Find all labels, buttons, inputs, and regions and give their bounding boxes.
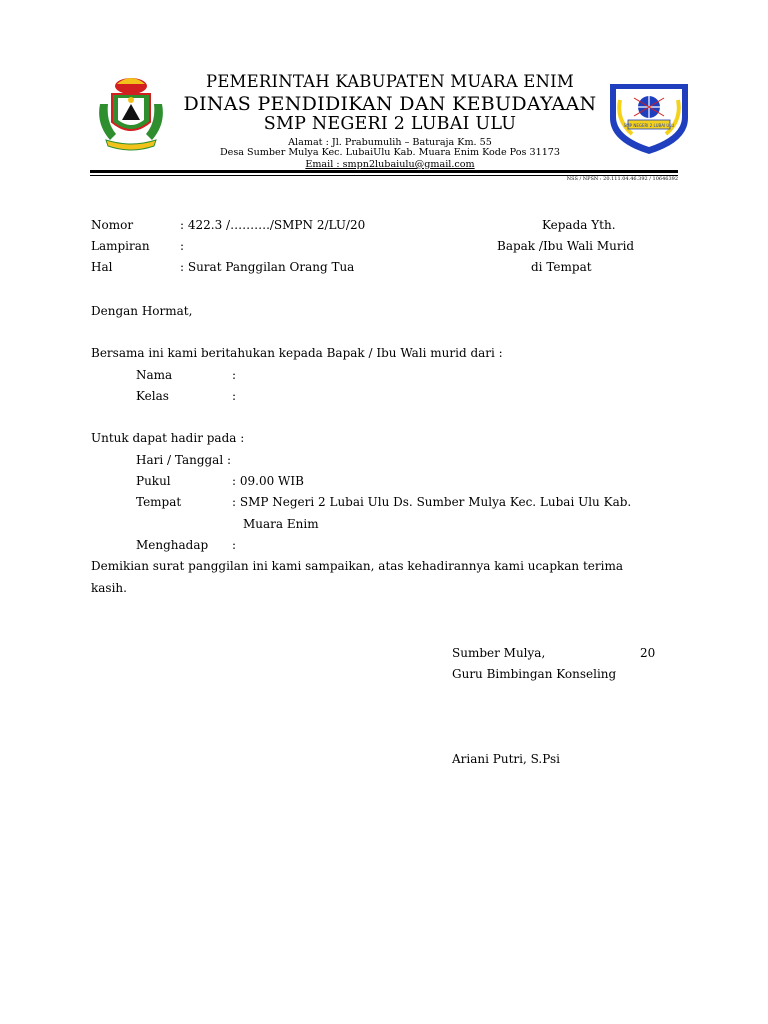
- di-tempat: di Tempat: [531, 260, 592, 274]
- nss-npsn: NSS / NPSN : 20.111.04.46.392 / 10646392: [566, 176, 678, 182]
- pukul-value: : 09.00 WIB: [232, 474, 304, 488]
- menghadap-label: Menghadap: [136, 538, 209, 552]
- nomor-label: Nomor: [91, 218, 134, 232]
- lampiran-label: Lampiran: [91, 239, 150, 253]
- shield-banner-text: SMP NEGERI 2 LUBAI ULU: [623, 123, 675, 128]
- email-line: Email : smpn2lubaiulu@gmail.com: [305, 159, 475, 170]
- pukul-label: Pukul: [136, 474, 171, 488]
- signature-role: Guru Bimbingan Konseling: [452, 667, 617, 681]
- closing-line-2: kasih.: [91, 581, 127, 595]
- intro-text: Bersama ini kami beritahukan kepada Bapak / Ibu Wali murid dari :: [91, 346, 503, 360]
- address-line-2: Desa Sumber Mulya Kec. LubaiUlu Kab. Muara Enim Kode Pos 31173: [219, 147, 561, 158]
- nama-value: :: [232, 368, 237, 382]
- school-shield-icon: [606, 80, 692, 156]
- tempat-value-line-1: : SMP Negeri 2 Lubai Ulu Ds. Sumber Mulya Kec. Lubai Ulu Kab.: [232, 495, 632, 509]
- address-line-1: Alamat : Jl. Prabumulih – Baturaja Km. 55: [288, 137, 492, 148]
- hari-tanggal-label: Hari / Tanggal :: [136, 453, 232, 467]
- closing-line-1: Demikian surat panggilan ini kami sampaikan, atas kehadirannya kami ucapkan terima: [91, 559, 624, 573]
- school-name: SMP NEGERI 2 LUBAI ULU: [263, 114, 517, 134]
- kepada-label: Kepada Yth.: [542, 218, 616, 232]
- nama-label: Nama: [136, 368, 173, 382]
- letterhead-divider-thick: [90, 170, 678, 173]
- lampiran-value: :: [180, 239, 185, 253]
- kelas-label: Kelas: [136, 389, 169, 403]
- hal-label: Hal: [91, 260, 113, 274]
- greeting: Dengan Hormat,: [91, 304, 193, 318]
- regency-emblem-icon: [92, 74, 170, 152]
- signature-place: Sumber Mulya,: [452, 646, 546, 660]
- kelas-value: :: [232, 389, 237, 403]
- signatory-name: Ariani Putri, S.Psi: [452, 752, 560, 766]
- recipient: Bapak /Ibu Wali Murid: [497, 239, 635, 253]
- tempat-value-line-2: Muara Enim: [243, 517, 319, 531]
- tempat-label: Tempat: [136, 495, 182, 509]
- nomor-value: : 422.3 /………./SMPN 2/LU/20: [180, 218, 366, 232]
- hal-value: : Surat Panggilan Orang Tua: [180, 260, 355, 274]
- government-name: PEMERINTAH KABUPATEN MUARA ENIM: [206, 72, 574, 91]
- invite-text: Untuk dapat hadir pada :: [91, 431, 245, 445]
- signature-year: 20: [640, 646, 656, 660]
- department-name: DINAS PENDIDIKAN DAN KEBUDAYAAN: [183, 93, 597, 115]
- menghadap-value: :: [232, 538, 237, 552]
